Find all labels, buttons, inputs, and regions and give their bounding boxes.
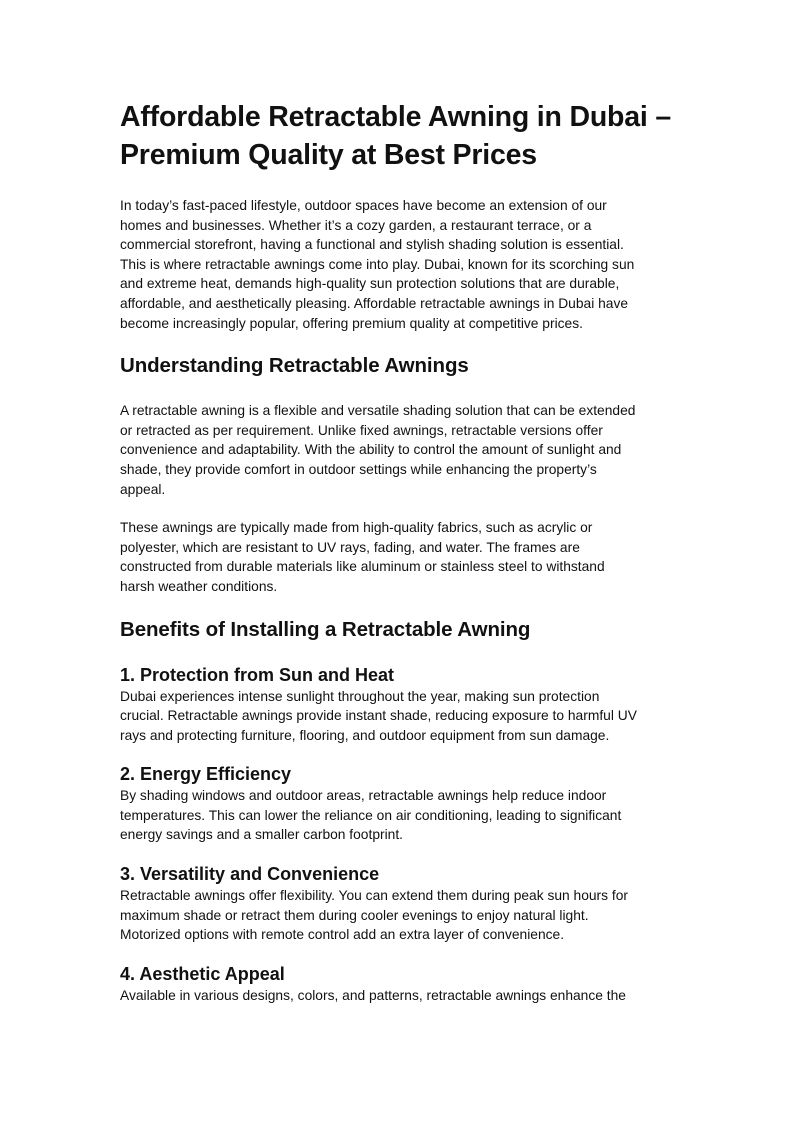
paragraph-line: This is where retractable awnings come into play. Dubai, known for its scorching sun [120,256,635,272]
paragraph-line: shade, they provide comfort in outdoor settings while enhancing the property’s [120,461,597,477]
benefit-text [120,687,680,746]
benefit-title: 4. Aesthetic Appeal [120,963,285,984]
paragraph-line: affordable, and aesthetically pleasing. Affordable retractable awnings in Dubai have [120,295,629,311]
section-heading-understanding: Understanding Retractable Awnings [120,354,469,378]
page-title [120,98,680,174]
intro-paragraph [120,196,680,333]
paragraph-line: Motorized options with remote control add an extra layer of convenience. [120,927,565,943]
paragraph-line: energy savings and a smaller carbon footprint. [120,827,403,843]
benefit-item-sun-protection [120,663,680,746]
understanding-paragraph-1 [120,401,680,499]
paragraph-line: commercial storefront, having a functional and stylish shading solution is essential. [120,237,624,253]
paragraph-line: A retractable awning is a flexible and versatile shading solution that can be extended [120,403,636,419]
paragraph-line: appeal. [120,481,166,497]
paragraph-line: homes and businesses. Whether it’s a cozy garden, a restaurant terrace, or a [120,217,592,233]
paragraph-line: Retractable awnings offer flexibility. You can extend them during peak sun hours for [120,888,628,904]
paragraph-line: convenience and adaptability. With the ability to control the amount of sunlight and [120,442,622,458]
page-title-line-2: Premium Quality at Best Prices [120,139,537,171]
paragraph-line: These awnings are typically made from high-quality fabrics, such as acrylic or [120,520,593,536]
paragraph-line: polyester, which are resistant to UV rays, fading, and water. The frames are [120,539,580,555]
benefit-title: 1. Protection from Sun and Heat [120,664,395,685]
paragraph-line: constructed from durable materials like aluminum or stainless steel to withstand [120,559,605,575]
paragraph-line: crucial. Retractable awnings provide instant shade, reducing exposure to harmful UV [120,708,637,724]
document-page [120,98,680,1005]
paragraph-line: Dubai experiences intense sunlight throughout the year, making sun protection [120,688,600,704]
understanding-paragraph-2 [120,518,680,596]
benefit-text [120,886,680,945]
benefit-title: 3. Versatility and Convenience [120,864,380,885]
benefit-item-aesthetic-appeal [120,962,680,1006]
paragraph-line: Available in various designs, colors, and patterns, retractable awnings enhance the [120,987,626,1003]
benefit-item-versatility [120,862,680,945]
paragraph-line: rays and protecting furniture, flooring, and outdoor equipment from sun damage. [120,727,610,743]
benefit-item-energy-efficiency [120,762,680,845]
paragraph-line: temperatures. This can lower the reliance on air conditioning, leading to significant [120,807,622,823]
benefit-text [120,786,680,845]
section-heading-benefits: Benefits of Installing a Retractable Awning [120,617,531,641]
paragraph-line: In today’s fast-paced lifestyle, outdoor spaces have become an extension of our [120,198,607,213]
benefit-text [120,986,680,1006]
benefit-title: 2. Energy Efficiency [120,764,292,785]
page-title-line-1: Affordable Retractable Awning in Dubai – [120,101,671,133]
paragraph-line: harsh weather conditions. [120,578,278,594]
paragraph-line: maximum shade or retract them during cooler evenings to enjoy natural light. [120,907,589,923]
paragraph-line: By shading windows and outdoor areas, retractable awnings help reduce indoor [120,788,607,804]
paragraph-line: and extreme heat, demands high-quality sun protection solutions that are durable, [120,276,620,292]
paragraph-line: become increasingly popular, offering premium quality at competitive prices. [120,315,583,331]
paragraph-line: or retracted as per requirement. Unlike fixed awnings, retractable versions offer [120,422,603,438]
